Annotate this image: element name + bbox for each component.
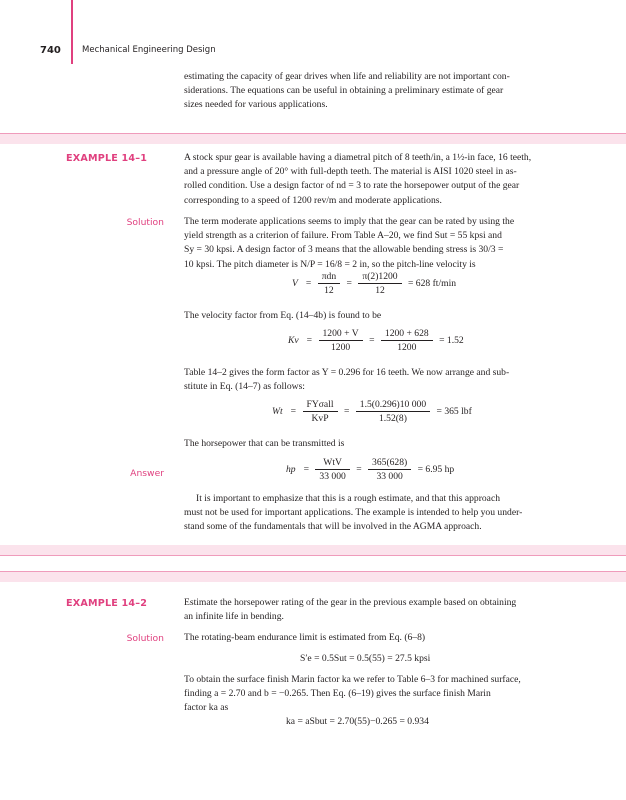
intro-line: sizes needed for various applications. [184,99,328,111]
solution-line: yield strength as a criterion of failure. From Table A–20, we find Sut = 55 kpsi and [184,230,502,242]
example2-solution-label: Solution [126,633,164,644]
solution-line: Sy = 30 kpsi. A design factor of 3 means that the allowable bending stress is 30/3 = [184,244,504,256]
problem-line: rolled condition. Use a design factor of nd = 3 to rate the horsepower output of the gear [184,180,520,192]
example2-solution-text: The rotating-beam endurance limit is estimated from Eq. (6–8) [184,632,426,643]
intro-paragraph [184,70,562,113]
equation-velocity: V = $\frac{\text{πdn}}{12}$ = $\frac{\pi(2)1200}{12}$ = 628 ft/min [292,271,457,296]
equation-se: S′e = 0.5Sut = 0.5(55) = 27.5 kpsi [300,653,431,664]
example2-problem: Estimate the horsepower rating of the gear in the previous example based on obtaining an infinite life in bending. [184,597,517,623]
equation-hp: hp = $\frac{\text{WtV}}{33 000}$ = $\frac{365(628)}{33 000}$ = 6.95 hp [286,457,455,482]
intro-line: estimating the capacity of gear drives when life and reliability are not important con- [184,71,510,82]
problem-line: and a pressure angle of 20° with full-depth teeth. The material is AISI 1020 steel in as- [184,166,517,178]
running-head: Mechanical Engineering Design [82,45,216,55]
example1-solution-label: Solution [126,217,164,228]
intro-line: siderations. The equations can be useful in obtaining a preliminary estimate of gear [184,85,504,97]
equation-kv: Kv = $\frac{1200 + V}{1200}$ = $\frac{1200 + 628}{1200}$ = 1.52 [288,328,464,353]
example2-band-top [0,572,626,582]
horsepower-text: The horsepower that can be transmitted is [184,438,345,449]
solution-line: The term moderate applications seems to imply that the gear can be rated by using the [184,216,515,227]
example1-band-bottom [0,545,626,555]
solution-line: 10 kpsi. The pitch diameter is N/P = 16/8 = 2 in, so the pitch-line velocity is [184,258,476,270]
closing-paragraph: It is important to emphasize that this is a rough estimate, and that this approach must not be used for important applications. The example is intended to help you under- stand some of the fundamentals that will be involved in the AGMA approach. [184,493,523,533]
example1-problem [184,151,564,208]
page-number: 740 [40,45,61,56]
example1-label: EXAMPLE 14–1 [66,153,148,164]
header-rule [71,0,73,64]
marin-text: To obtain the surface finish Marin factor ka we refer to Table 6–3 for machined surface, finding a = 2.70 and b = −0.265. Then Eq. (6–19) gives the surface finish Marin factor ka as [184,674,521,714]
example2-label: EXAMPLE 14–2 [66,598,148,609]
velocity-factor-text: The velocity factor from Eq. (14–4b) is found to be [184,310,382,321]
example1-answer-label: Answer [130,468,164,479]
form-factor-text: Table 14–2 gives the form factor as Y = 0.296 for 16 teeth. We now arrange and sub- stitute in Eq. (14–7) as follows: [184,367,510,393]
example1-solution-text [184,215,564,272]
equation-ka: ka = aSbut = 2.70(55)−0.265 = 0.934 [286,716,429,727]
example1-band-top [0,134,626,144]
problem-line: corresponding to a speed of 1200 rev/m and moderate applications. [184,194,442,206]
problem-line: A stock spur gear is available having a diametral pitch of 8 teeth/in, a 1½-in face, 16 teeth, [184,152,532,163]
example1-bottom-rule [0,555,626,556]
equation-wt: Wt = $\frac{\text{FYσall}}{\text{KvP}}$ = $\frac{1.5(0.296)10 000}{1.52(8)}$ = 365 lbf [272,399,472,424]
